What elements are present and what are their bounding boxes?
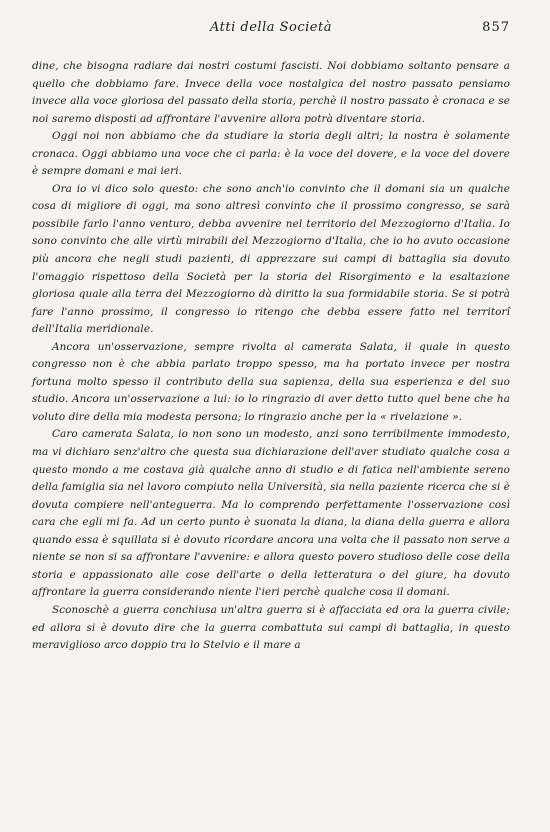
paragraph: Sconoschè a guerra conchiusa un'altra guerra si è affacciata ed ora la guerra civile; ed allora si è dovuto dire che la guerra combattuta sui campi di battaglia, in questo meraviglioso arco doppio tra lo Stelvio e il mare a bbox=[32, 603, 510, 652]
body-text bbox=[32, 58, 510, 655]
paragraph: Oggi noi non abbiamo che da studiare la storia degli altri; la nostra è solamente cronaca. Oggi abbiamo una voce che ci parla: è la voce del dovere, e la voce del dovere è sempre domani e mai ieri. bbox=[32, 130, 510, 178]
running-header bbox=[32, 20, 510, 46]
paragraph: Ora io vi dico solo questo: che sono anch'io convinto che il domani sia un qualche cosa di migliore di oggi, ma sono altresì convinto che il prossimo congresso, se sarà possibile farlo l'anno venturo, debba avvenire nel territorio del Mezzogiorno d'Italia. Io sono convinto che alle virtù mirabili del Mezzogiorno d'Italia, che io ho avuto occasione più ancora che negli studi pazienti, di apprezzare sui campi di battaglia sia dovuto l'omaggio rispettoso della Società per la storia del Risorgimento e la esaltazione gloriosa quale alla terra del Mezzogiorno dà diritto la sua formidabile storia. Se si potrà fare l'anno prossimo, il congresso io ritengo che debba essere fatto nel territorî dell'Italia meridionale. bbox=[32, 182, 510, 336]
paragraph: dine, che bisogna radiare dai nostri costumi fascisti. Noi dobbiamo soltanto pensare a quello che dobbiamo fare. Invece della voce nostalgica del nostro passato pensiamo invece alla voce gloriosa del passato della storia, perchè il nostro passato è cronaca e se noi saremo disposti ad affrontare l'avvenire allora potrà diventare storia. bbox=[32, 60, 510, 125]
paragraph: Ancora un'osservazione, sempre rivolta al camerata Salata, il quale in questo congresso non è che abbia parlato troppo spesso, ma ha portato invece per nostra fortuna molto spesso il contributo della sua sapienza, della sua esperienza e del suo studio. Ancora un'osservazione a lui: io lo ringrazio di aver detto tutto quel bene che ha voluto dire della mia modesta persona; lo ringrazio anche per la « rivelazione ». bbox=[32, 340, 510, 423]
page-number: 857 bbox=[482, 20, 510, 35]
paragraph: Caro camerata Salata, io non sono un modesto, anzi sono terribilmente immodesto, ma vi dichiaro senz'altro che questa sua dichiarazione dell'aver studiato qualche cosa a questo mondo a me costava già qualche anno di studio e di fatica nell'ambiente sereno della famiglia sia nel lavoro compiuto nella Università, sia nella paziente ricerca che si è dovuta compiere nell'anteguerra. Ma lo comprendo perfettamente l'osservazione così cara che egli mi fa. Ad un certo punto è suonata la diana, la diana della guerra e allora quando essa è squillata si è dovuto ricordare ancora una volta che il passato non serve a niente se non si sa affrontare l'avvenire: e allora questo povero studioso delle cose della storia e appassionato alle cose dell'arte o della letteratura o del giure, ha dovuto affrontare la guerra considerando niente l'ieri perchè qualche cosa il domani. bbox=[32, 428, 510, 599]
running-title: Atti della Società bbox=[210, 20, 332, 35]
